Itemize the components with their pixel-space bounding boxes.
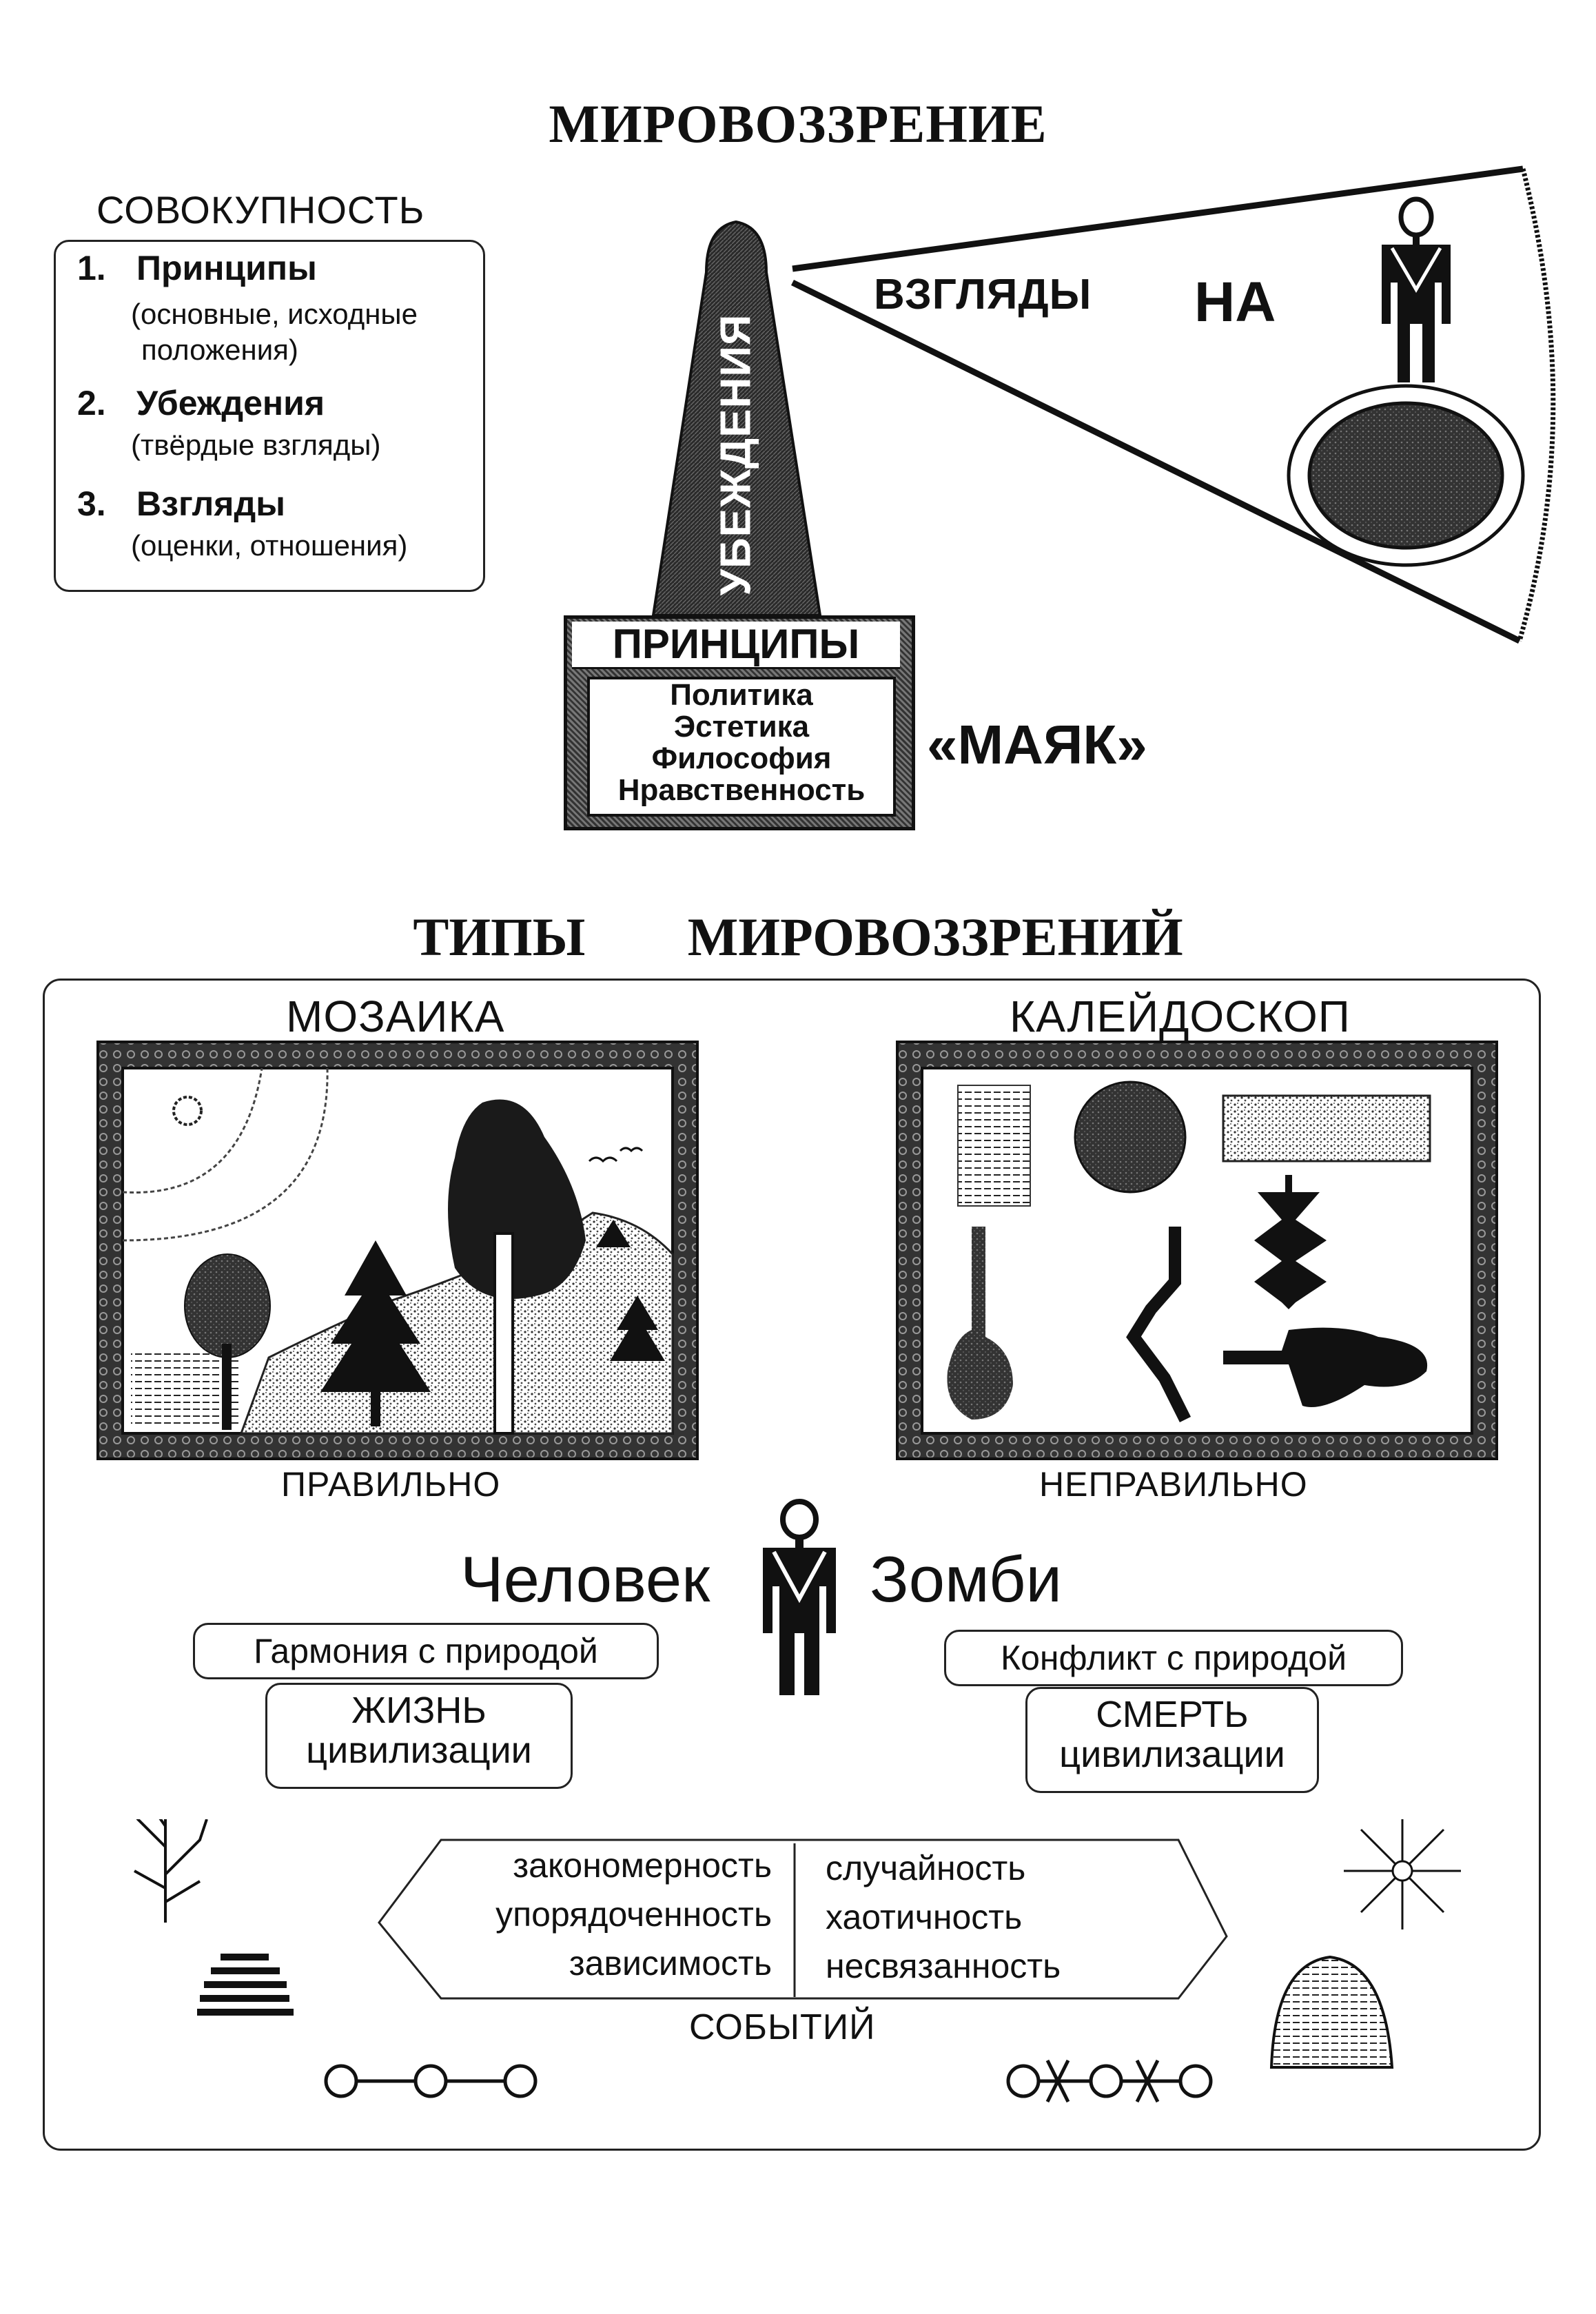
item-1-number: 1. [77,249,106,287]
chaos-traits [826,1844,1184,1991]
kaleidoscope-title: КАЛЕЙДОСКОП [1010,992,1351,1041]
haystack-icon [1271,1957,1392,2067]
bare-tree-icon [124,1819,207,1923]
harmony-pill: Гармония с природой [193,1623,659,1679]
tower-label: УБЕЖДЕНИЯ [712,314,760,596]
item-1-label: Принципы [136,249,317,287]
order-traits [386,1841,772,1988]
earth-icon [1289,386,1523,565]
kaleidoscope-picture-icon [897,1042,1497,1459]
death-word: СМЕРТЬ [1096,1694,1249,1735]
life-civ: цивилизации [306,1730,532,1771]
pictures-graphic [0,1034,1596,1475]
base-item-2: Эстетика [673,710,810,744]
conflict-pill: Конфликт с природой [944,1630,1403,1686]
person-word: Человек [460,1543,710,1615]
item-2-label: Убеждения [136,384,325,422]
central-person-icon [755,1495,844,1702]
mosaic-picture-icon [98,1042,697,1459]
mosaic-title: МОЗАИКА [286,992,505,1041]
item-1-sub-1: (основные, исходные [131,298,418,330]
trait-left-3: зависимость [569,1944,772,1983]
life-pill [265,1683,573,1789]
life-word: ЖИЗНЬ [351,1690,487,1731]
trait-left-1: закономерность [513,1846,772,1885]
item-2-number: 2. [77,384,106,422]
mosaic-verdict: ПРАВИЛЬНО [281,1465,501,1504]
base-label: ПРИНЦИПЫ [572,622,900,669]
events-label: СОБЫТИЙ [689,2007,876,2047]
item-3-sub-1: (оценки, отношения) [131,529,408,562]
page-title: МИРОВОЗЗРЕНИЕ [549,94,1047,154]
trait-right-1: случайность [826,1849,1026,1887]
sovokupnost-heading: СОВОКУПНОСТЬ [96,188,425,232]
item-3-label: Взгляды [136,484,285,523]
item-2-sub-1: (твёрдые взгляды) [131,429,381,461]
trait-right-2: хаотичность [826,1898,1023,1936]
item-1-sub-2: положения) [141,334,298,366]
base-item-3: Философия [651,741,832,775]
base-item-1: Политика [670,678,813,712]
stacked-lines-icon [197,1954,294,2016]
types-title: ТИПЫ МИРОВОЗЗРЕНИЙ [413,907,1183,967]
base-items-box [587,677,896,817]
death-pill [1025,1687,1319,1793]
starburst-icon [1344,1819,1461,1929]
death-civ: цивилизации [1059,1734,1285,1775]
chaotic-chain-icon [1008,2060,1211,2102]
zombie-word: Зомби [870,1543,1062,1615]
beam-label: ВЗГЛЯДЫ [874,271,1092,318]
item-3-number: 3. [77,484,106,523]
hexagon-graphic [0,1819,1596,2109]
trait-left-2: упорядоченность [495,1895,772,1934]
target-label: НА [1194,271,1276,334]
trait-right-3: несвязанность [826,1947,1061,1985]
ordered-chain-icon [326,2066,535,2096]
lighthouse-caption: «МАЯК» [927,714,1147,775]
kaleidoscope-verdict: НЕПРАВИЛЬНО [1039,1465,1308,1504]
base-item-4: Нравственность [617,773,866,807]
